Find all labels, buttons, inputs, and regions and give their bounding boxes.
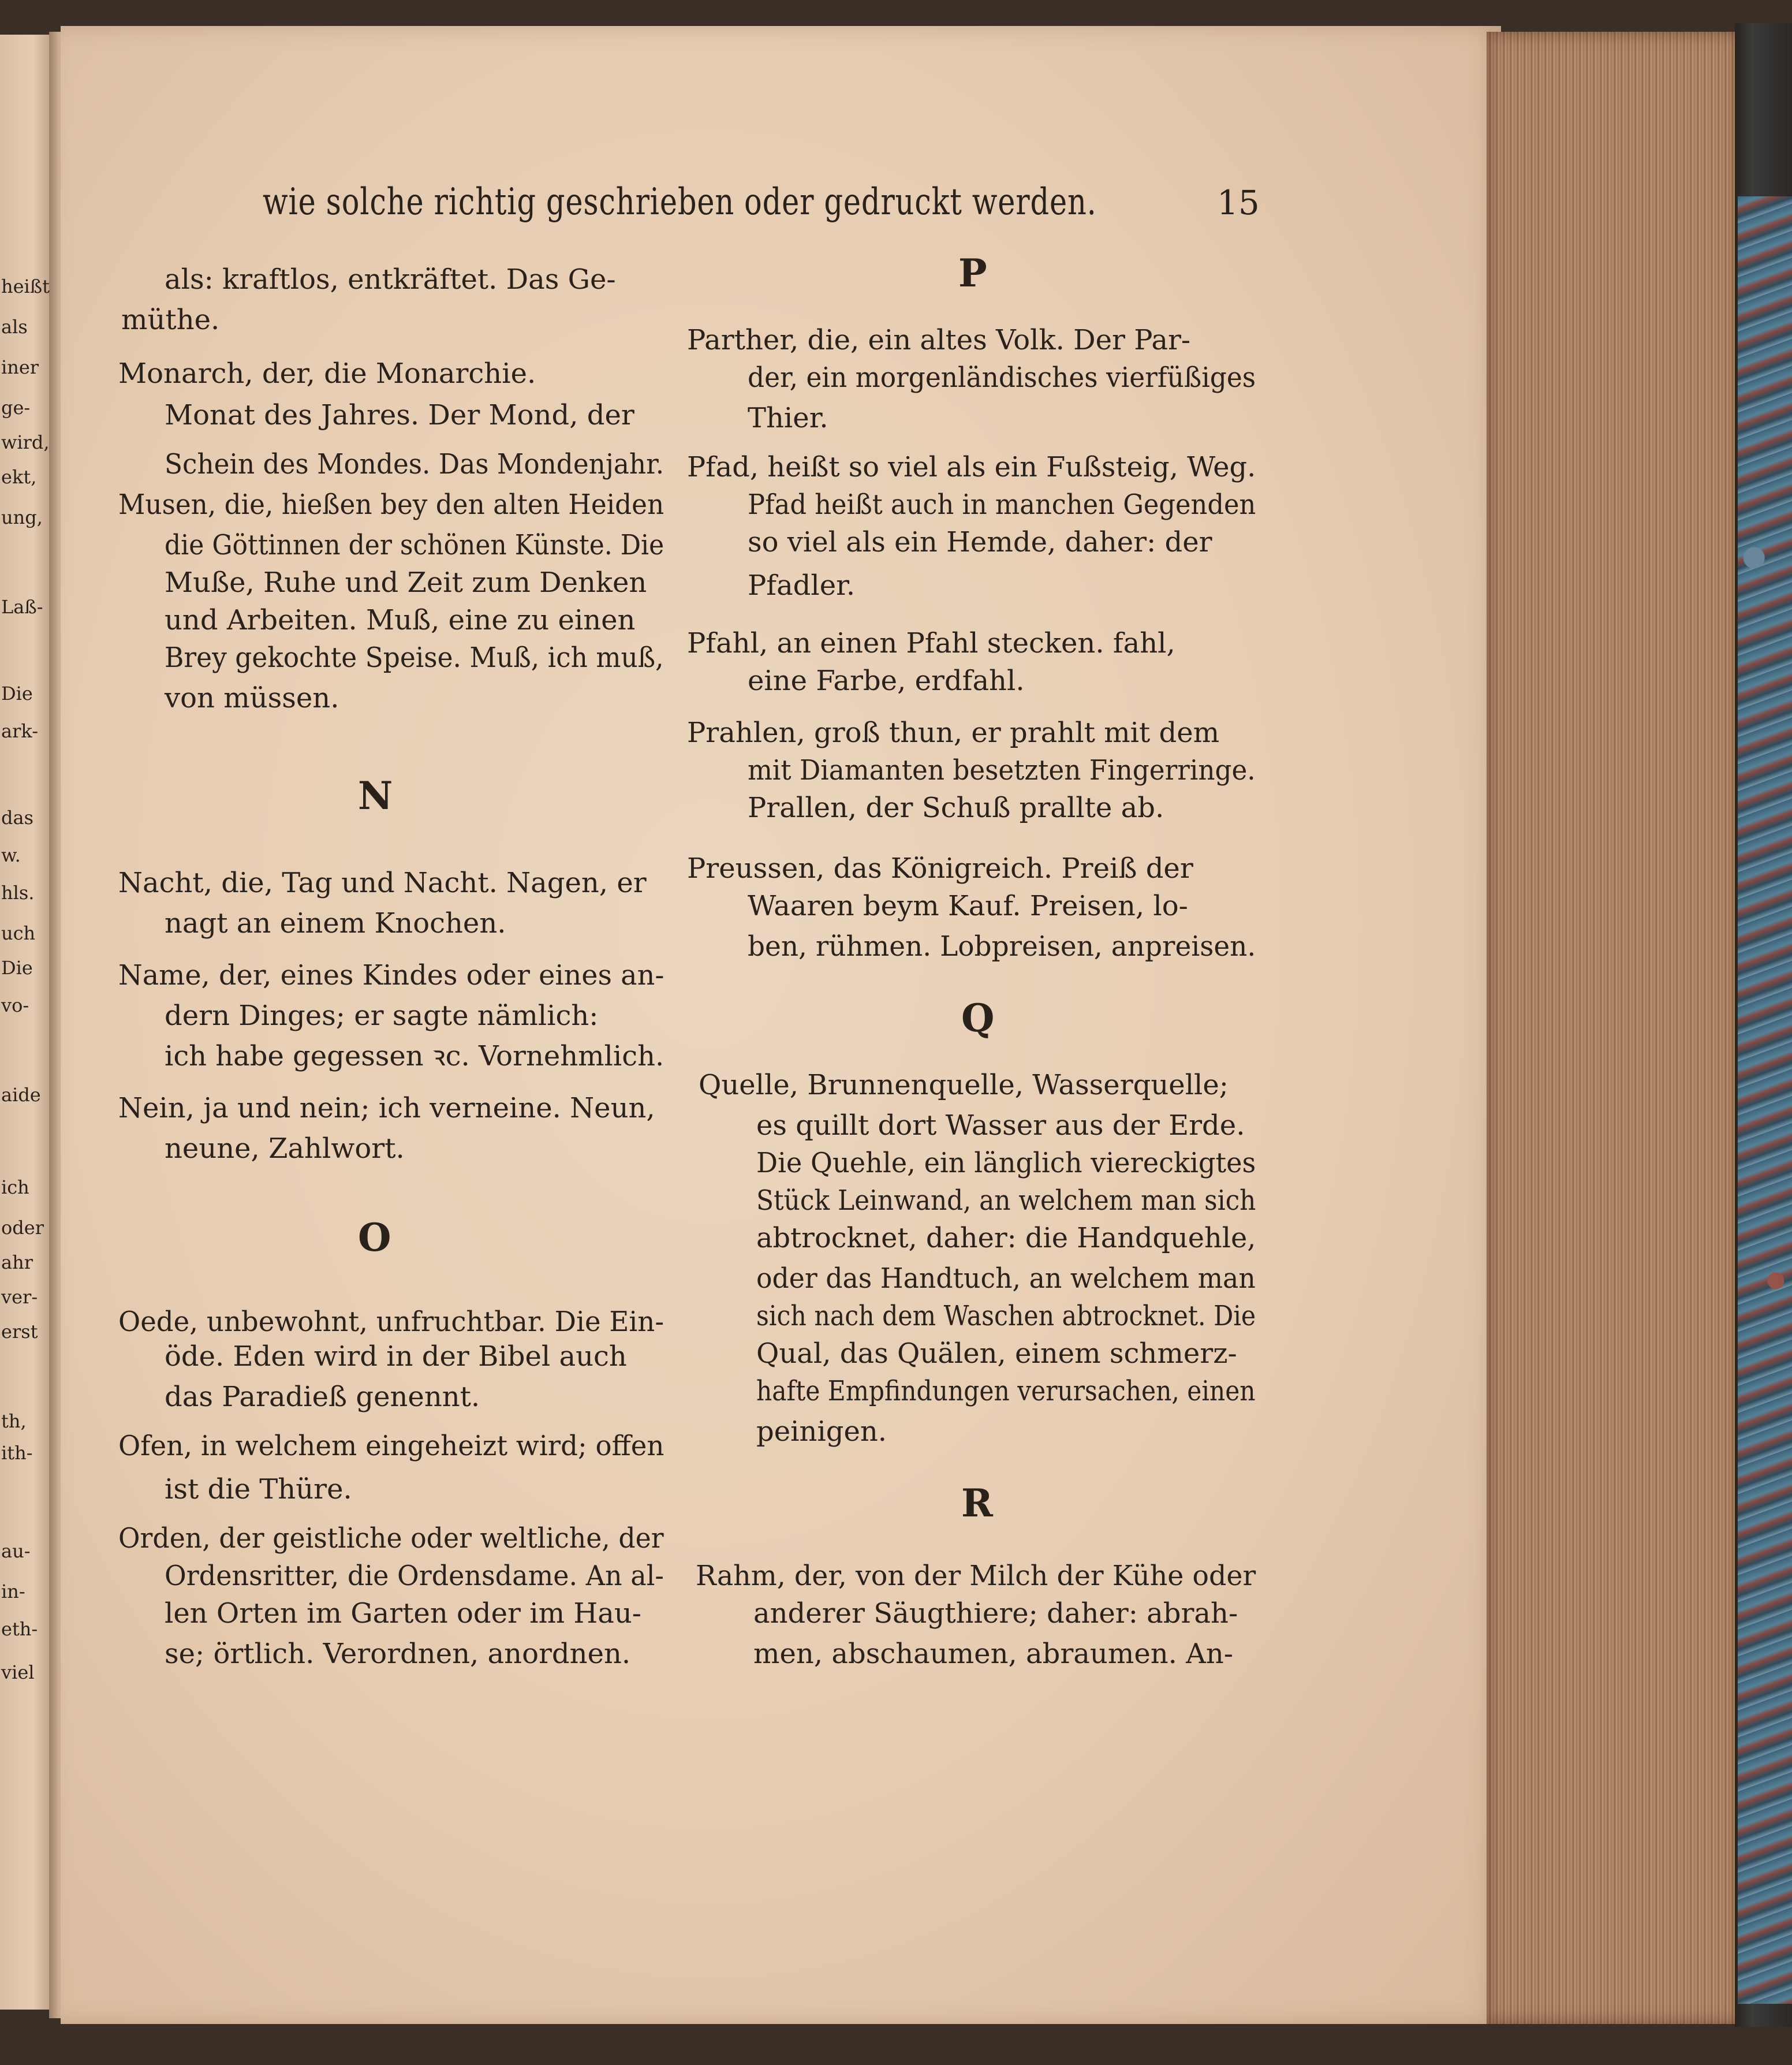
margin-fragment: th, xyxy=(1,1410,27,1432)
left-col-line: das Paradieß genennt. xyxy=(165,1381,480,1413)
right-col-line: eine Farbe, erdfahl. xyxy=(748,665,1025,697)
margin-fragment: au- xyxy=(1,1540,31,1562)
right-col-line: anderer Säugthiere; daher: abrah- xyxy=(753,1597,1238,1630)
left-col-line: Muße, Ruhe und Zeit zum Denken xyxy=(165,566,647,599)
left-col-line: nagt an einem Knochen. xyxy=(165,907,506,940)
margin-fragment: ich xyxy=(1,1176,29,1198)
left-col-line: Ofen, in welchem eingeheizt wird; offen xyxy=(118,1430,664,1462)
right-col-line: Waaren beym Kauf. Preisen, lo- xyxy=(748,890,1188,922)
right-col-section-letter: P xyxy=(958,251,987,296)
left-col-line: Musen, die, hießen bey den alten Heiden xyxy=(118,489,664,521)
page-number: 15 xyxy=(1217,183,1260,222)
right-col-line: Quelle, Brunnenquelle, Wasserquelle; xyxy=(699,1069,1229,1101)
margin-fragment: Laß- xyxy=(1,596,43,618)
left-col-section-letter: N xyxy=(358,773,393,818)
left-col-line: öde. Eden wird in der Bibel auch xyxy=(165,1340,627,1373)
margin-fragment: in- xyxy=(1,1581,25,1602)
right-col-line: der, ein morgenländisches vierfüßiges xyxy=(748,361,1256,394)
left-col-line: Ordensritter, die Ordensdame. An al- xyxy=(165,1560,664,1592)
right-col-line: Pfad heißt auch in manchen Gegenden xyxy=(748,489,1256,521)
margin-fragment: erst xyxy=(1,1321,38,1343)
left-col-line: Orden, der geistliche oder weltliche, der xyxy=(118,1522,664,1555)
left-col-section-letter: O xyxy=(358,1215,391,1260)
margin-fragment: iner xyxy=(1,356,39,378)
right-col-line: es quillt dort Wasser aus der Erde. xyxy=(756,1109,1245,1142)
right-col-line: so viel als ein Hemde, daher: der xyxy=(748,526,1212,558)
margin-fragment: Die xyxy=(1,957,33,979)
left-col-line: Brey gekochte Speise. Muß, ich muß, xyxy=(165,642,664,674)
right-col-line: Pfahl, an einen Pfahl stecken. fahl, xyxy=(687,627,1175,659)
left-col-line: ich habe gegessen ꝛc. Vornehmlich. xyxy=(165,1040,664,1072)
right-col-line: sich nach dem Waschen abtrocknet. Die xyxy=(756,1300,1256,1332)
left-col-line: von müssen. xyxy=(165,682,339,714)
left-col-line: müthe. xyxy=(121,304,220,336)
left-col-line: als: kraftlos, entkräftet. Das Ge- xyxy=(165,263,616,296)
margin-fragment: ark- xyxy=(1,720,39,742)
right-col-line: mit Diamanten besetzten Fingerringe. xyxy=(748,754,1256,787)
right-col-line: Preussen, das Königreich. Preiß der xyxy=(687,852,1193,885)
margin-fragment: eth- xyxy=(1,1618,38,1640)
margin-fragment: Die xyxy=(1,683,33,705)
left-col-line: Nacht, die, Tag und Nacht. Nagen, er xyxy=(118,867,647,899)
margin-fragment: ahr xyxy=(1,1251,33,1273)
left-col-line: die Göttinnen der schönen Künste. Die xyxy=(165,529,664,561)
right-col-line: Qual, das Quälen, einem schmerz- xyxy=(756,1337,1237,1370)
right-col-line: Rahm, der, von der Milch der Kühe oder xyxy=(696,1560,1256,1592)
right-col-section-letter: Q xyxy=(961,996,995,1041)
right-col-line: hafte Empfindungen verursachen, einen xyxy=(756,1375,1256,1407)
right-col-line: Prahlen, groß thun, er prahlt mit dem xyxy=(687,717,1220,749)
left-col-line: und Arbeiten. Muß, eine zu einen xyxy=(165,604,636,636)
margin-fragment: aide xyxy=(1,1084,41,1106)
right-col-line: Parther, die, ein altes Volk. Der Par- xyxy=(687,324,1191,356)
right-col-line: oder das Handtuch, an welchem man xyxy=(756,1262,1256,1295)
left-col-line: neune, Zahlwort. xyxy=(165,1132,405,1165)
margin-fragment: wird, xyxy=(1,431,50,453)
left-col-line: Monarch, der, die Monarchie. xyxy=(118,357,536,390)
left-col-line: dern Dinges; er sagte nämlich: xyxy=(165,1000,599,1032)
margin-fragment: ung, xyxy=(1,506,43,528)
margin-fragment: heißt xyxy=(1,275,50,297)
margin-fragment: w. xyxy=(1,844,21,866)
margin-fragment: oder xyxy=(1,1217,44,1239)
running-title: wie solche richtig geschrieben oder gedruckt werden. xyxy=(263,181,1097,223)
right-col-line: Stück Leinwand, an welchem man sich xyxy=(756,1184,1256,1217)
left-col-line: Nein, ja und nein; ich verneine. Neun, xyxy=(118,1092,655,1124)
margin-fragment: viel xyxy=(1,1661,35,1683)
margin-fragment: ge- xyxy=(1,397,31,419)
right-col-line: ben, rühmen. Lobpreisen, anpreisen. xyxy=(748,930,1256,963)
marbled-endpaper xyxy=(1738,196,1792,2004)
margin-fragment: ekt, xyxy=(1,466,37,488)
margin-fragment: das xyxy=(1,807,33,829)
margin-fragment: uch xyxy=(1,922,36,944)
right-col-line: peinigen. xyxy=(756,1415,887,1448)
left-col-line: ist die Thüre. xyxy=(165,1473,352,1505)
right-col-line: Prallen, der Schuß prallte ab. xyxy=(748,792,1164,824)
right-col-line: Thier. xyxy=(748,402,828,434)
left-col-line: len Orten im Garten oder im Hau- xyxy=(165,1597,641,1630)
margin-fragment: hls. xyxy=(1,882,35,904)
right-col-line: Die Quehle, ein länglich viereckigtes xyxy=(756,1147,1256,1179)
right-col-section-letter: R xyxy=(961,1481,993,1526)
right-col-line: Pfad, heißt so viel als ein Fußsteig, Weg. xyxy=(687,451,1256,483)
right-col-line: Pfadler. xyxy=(748,569,856,602)
margin-fragment: vo- xyxy=(1,994,29,1016)
margin-fragment: ith- xyxy=(1,1442,33,1464)
left-col-line: Name, der, eines Kindes oder eines an- xyxy=(118,959,664,992)
left-col-line: Schein des Mondes. Das Mondenjahr. xyxy=(165,448,664,480)
right-col-line: men, abschaumen, abraumen. An- xyxy=(753,1638,1233,1670)
left-col-line: Monat des Jahres. Der Mond, der xyxy=(165,399,634,431)
page-edges xyxy=(1487,32,1741,2024)
margin-fragment: als xyxy=(1,316,28,338)
left-col-line: se; örtlich. Verordnen, anordnen. xyxy=(165,1638,631,1670)
right-col-line: abtrocknet, daher: die Handquehle, xyxy=(756,1222,1256,1254)
margin-fragment: ver- xyxy=(1,1286,38,1308)
left-col-line: Oede, unbewohnt, unfruchtbar. Die Ein- xyxy=(118,1306,664,1338)
